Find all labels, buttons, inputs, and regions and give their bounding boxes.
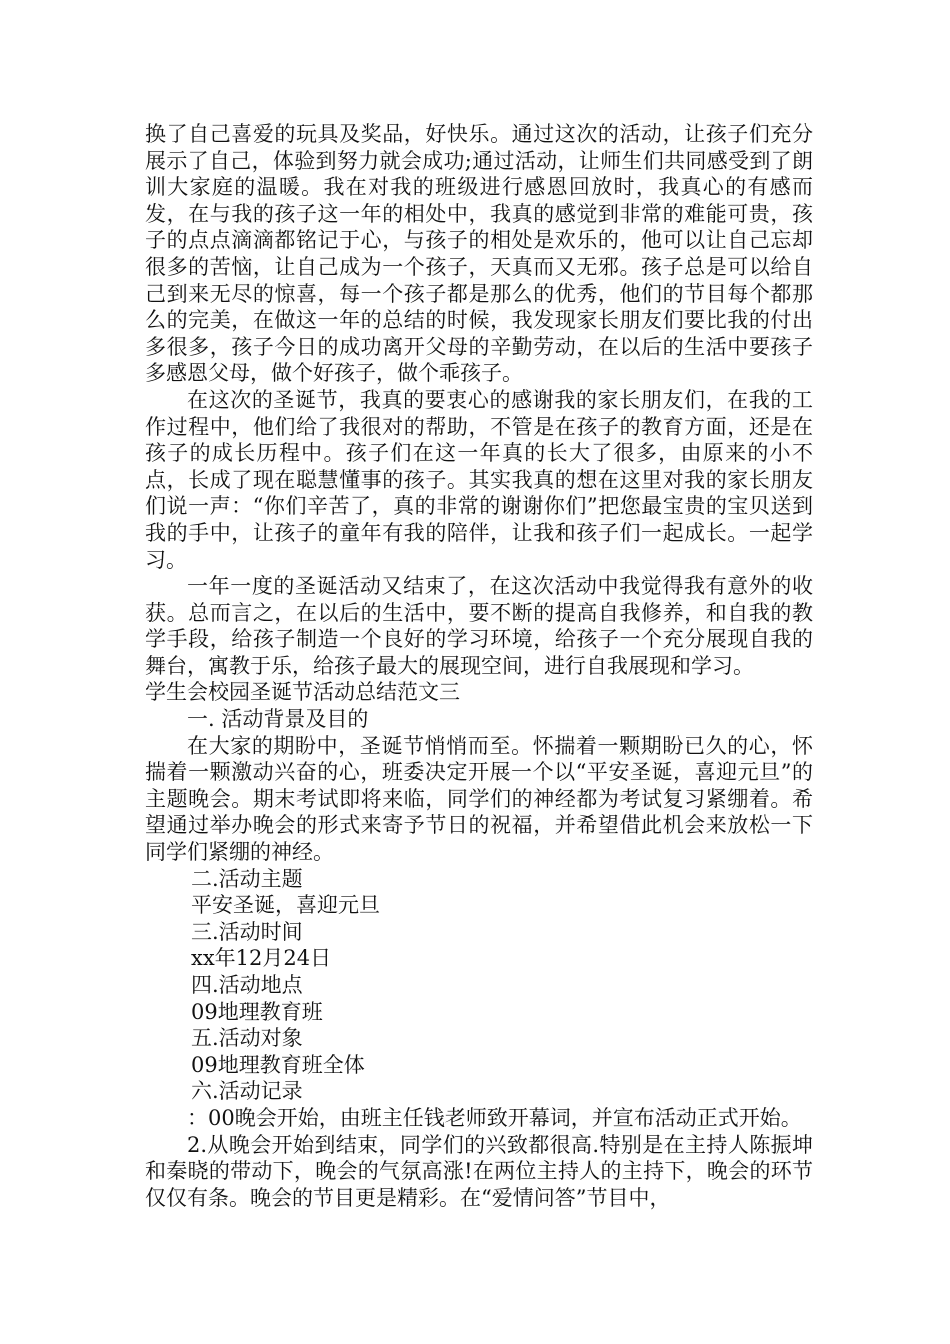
list-item: 09地理教育班 — [191, 999, 323, 1024]
list-item: 平安圣诞，喜迎元旦 — [191, 893, 380, 918]
paragraph-2: 在这次的圣诞节，我真的要衷心的感谢我的家长朋友们，在我的工作过程中，他们给了我很对的帮助，不管是在孩子的教育方面，还是在孩子的成长历程中。孩子们在这一年真的长大了很多，由原来的小不点，长成了现在聪慧懂事的孩子。其实我真的想在这里对我的家长朋友们说一声：“你们辛苦了，真的非常的谢谢你们”把您最宝贵的宝贝送到我的手中，让孩子的童年有我的陪伴，让我和孩子们一起成长。一起学习。 — [145, 387, 813, 572]
list-item: 五.活动对象 — [191, 1026, 303, 1051]
list-item: 四.活动地点 — [191, 973, 303, 997]
document-page — [145, 121, 813, 1211]
paragraph-3: 一年一度的圣诞活动又结束了，在这次活动中我觉得我有意外的收获。总而言之，在以后的生活中，要不断的提高自我修养，和自我的教学手段，给孩子制造一个良好的学习环境，给孩子一个充分展现自我的舞台，寓教于乐，给孩子最大的展现空间，进行自我展现和学习。 — [145, 574, 813, 678]
heading-background: 一. 活动背景及目的 — [187, 707, 369, 732]
section-title: 学生会校园圣诞节活动总结范文三 — [145, 680, 460, 705]
paragraph-6: 2.从晚会开始到结束，同学们的兴致都很高.特别是在主持人陈振坤和秦晓的带动下，晚会的气氛高涨!在两位主持人的主持下，晚会的环节仅仅有条。晚会的节目更是精彩。在“爱情问答”节目中， — [145, 1132, 813, 1210]
list-item: 六.活动记录 — [191, 1079, 303, 1104]
paragraph-4: 在大家的期盼中，圣诞节悄悄而至。怀揣着一颗期盼已久的心，怀揣着一颗激动兴奋的心，班委决定开展一个以“平安圣诞，喜迎元旦”的主题晚会。期末考试即将来临，同学们的神经都为考试复习紧绷着。希望通过举办晚会的形式来寄予节日的祝福，并希望借此机会来放松一下同学们紧绷的神经。 — [145, 733, 813, 865]
list-item: 三.活动时间 — [191, 919, 303, 944]
paragraph-5: ：00晚会开始，由班主任钱老师致开幕词，并宣布活动正式开始。 — [187, 1105, 802, 1130]
list-item: 09地理教育班全体 — [191, 1052, 365, 1077]
list-item: xx年12月24日 — [191, 946, 332, 971]
list-item: 二.活动主题 — [191, 866, 303, 891]
paragraph-1: 换了自己喜爱的玩具及奖品，好快乐。通过这次的活动，让孩子们充分展示了自己，体验到努力就会成功;通过活动，让师生们共同感受到了朗训大家庭的温暖。我在对我的班级进行感恩回放时，我真心的有感而发，在与我的孩子这一年的相处中，我真的感觉到非常的难能可贵，孩子的点点滴滴都铭记于心，与孩子的相处是欢乐的，他可以让自己忘却很多的苦恼，让自己成为一个孩子，天真而又无邪。孩子总是可以给自己到来无尽的惊喜，每一个孩子都是那么的优秀，他们的节目每个都那么的完美，在做这一年的总结的时候，我发现家长朋友们要比我的付出多很多，孩子今日的成功离开父母的辛勤劳动，在以后的生活中要孩子多感恩父母，做个好孩子，做个乖孩子。 — [145, 122, 813, 386]
